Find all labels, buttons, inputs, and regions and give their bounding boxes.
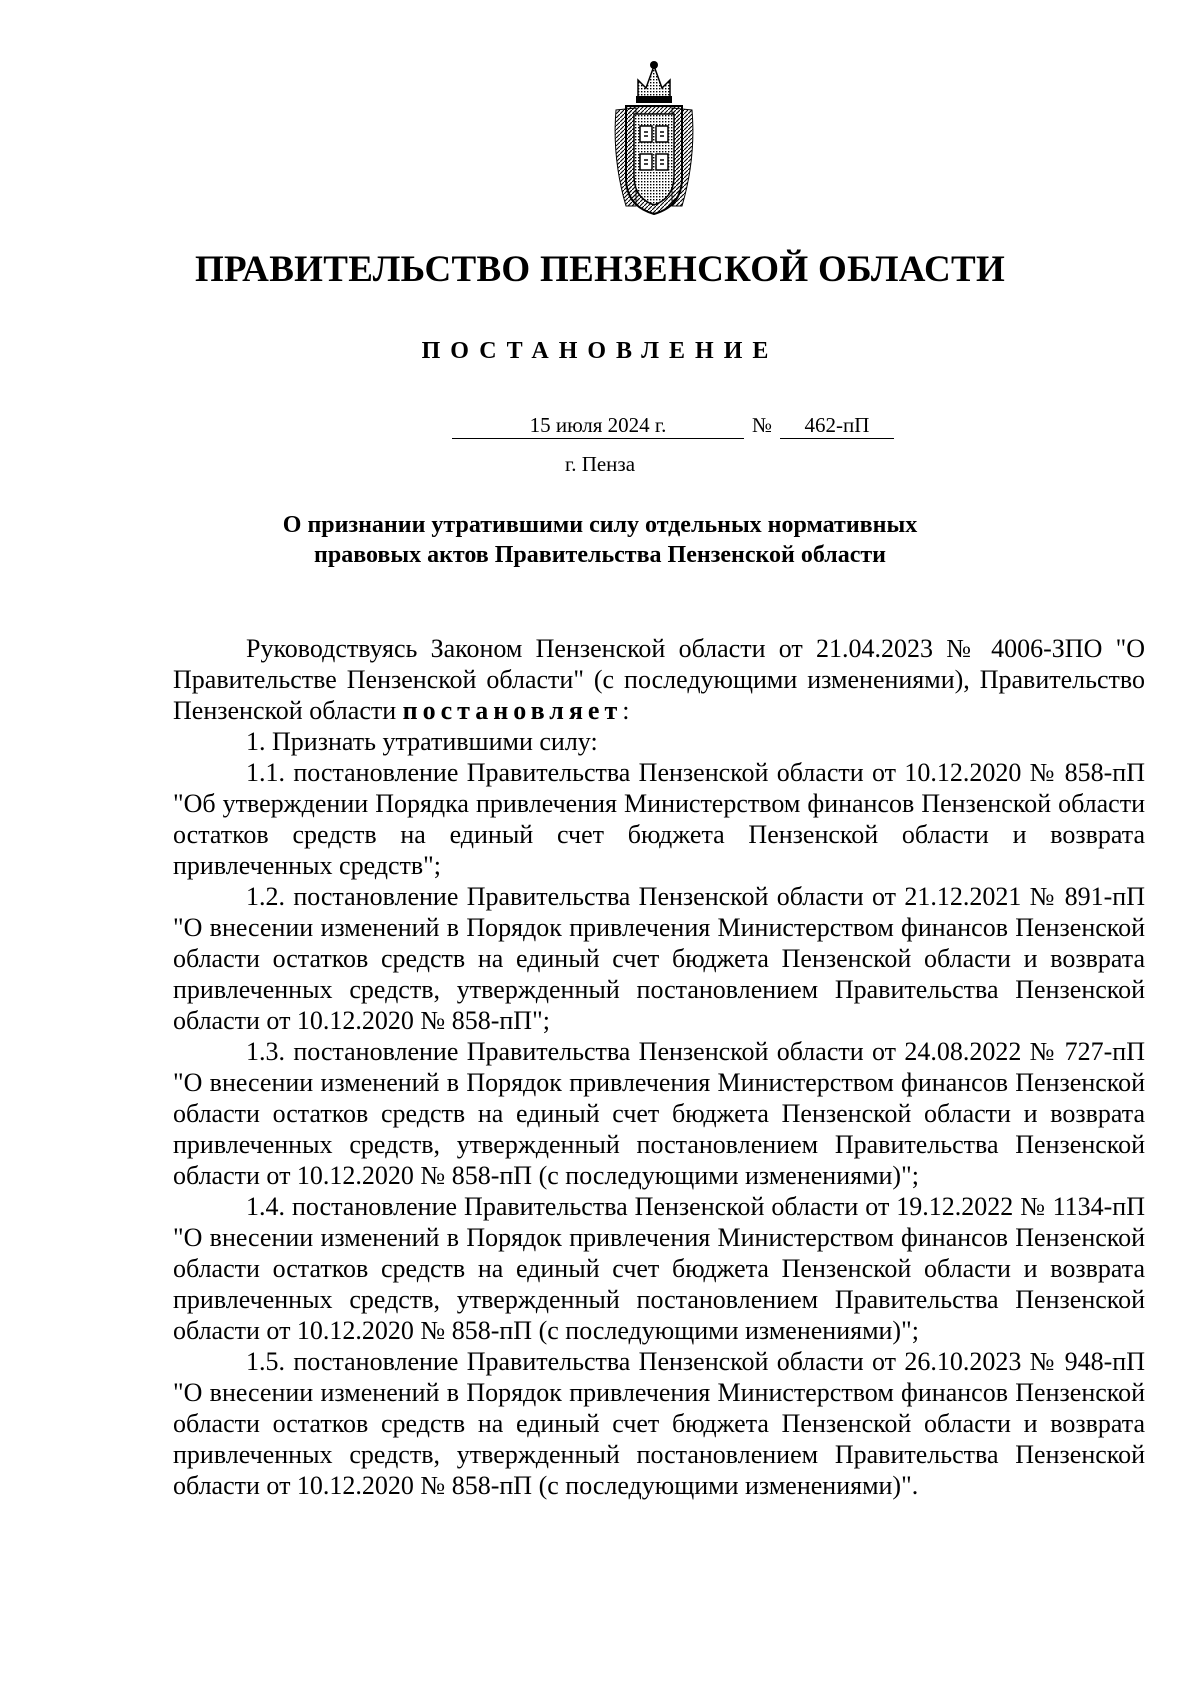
number-sign: № [751,413,773,437]
subject-line-2: правовых актов Правительства Пензенской области [314,542,886,568]
intro-text: Руководствуясь Законом Пензенской области от 21.04.2023 № 4006-ЗПО "О Правительстве Пензенской области" (с последующими изменениями), Правительство Пензенской области [173,634,1145,725]
subject-line-1: О признании утратившими силу отдельных нормативных [282,512,918,538]
item-1: 1. Признать утратившими силу: [246,727,598,756]
document-number: 462-пП [780,412,894,439]
intro-paragraph [173,633,1145,726]
coat-of-arms-icon [608,58,700,218]
document-type: ПОСТАНОВЛЕНИЕ [421,338,779,364]
item-1-2: 1.2. постановление Правительства Пензенской области от 21.12.2021 № 891-пП "О внесении изменений в Порядок привлечения Министерством финансов Пензенской области остатков средств на единый счет бюджета Пензенской области и возврата привлеченных средств, утвержденный постановлением Правительства Пензенской области от 10.12.2020 № 858-пП"; [173,882,1145,1035]
intro-keyword: постановляет [402,696,623,725]
organization-title: ПРАВИТЕЛЬСТВО ПЕНЗЕНСКОЙ ОБЛАСТИ [194,249,1006,290]
document-city: г. Пенза [564,452,636,476]
document-subject [150,510,1050,570]
item-1-4: 1.4. постановление Правительства Пензенской области от 19.12.2022 № 1134-пП "О внесении изменений в Порядок привлечения Министерством финансов Пензенской области остатков средств на единый счет бюджета Пензенской области и возврата привлеченных средств, утвержденный постановлением Правительства Пензенской области от 10.12.2020 № 858-пП (с последующими изменениями)"; [173,1192,1145,1345]
document-body [173,633,1145,1501]
document-date: 15 июля 2024 г. [452,412,744,439]
item-1-3: 1.3. постановление Правительства Пензенской области от 24.08.2022 № 727-пП "О внесении изменений в Порядок привлечения Министерством финансов Пензенской области остатков средств на единый счет бюджета Пензенской области и возврата привлеченных средств, утвержденный постановлением Правительства Пензенской области от 10.12.2020 № 858-пП (с последующими изменениями)"; [173,1037,1145,1190]
item-1-1: 1.1. постановление Правительства Пензенской области от 10.12.2020 № 858-пП "Об утверждении Порядка привлечения Министерством финансов Пензенской области остатков средств на единый счет бюджета Пензенской области и возврата привлеченных средств"; [173,758,1145,880]
intro-end: : [622,696,630,725]
item-1-5: 1.5. постановление Правительства Пензенской области от 26.10.2023 № 948-пП "О внесении изменений в Порядок привлечения Министерством финансов Пензенской области остатков средств на единый счет бюджета Пензенской области и возврата привлеченных средств, утвержденный постановлением Правительства Пензенской области от 10.12.2020 № 858-пП (с последующими изменениями)". [173,1347,1145,1500]
